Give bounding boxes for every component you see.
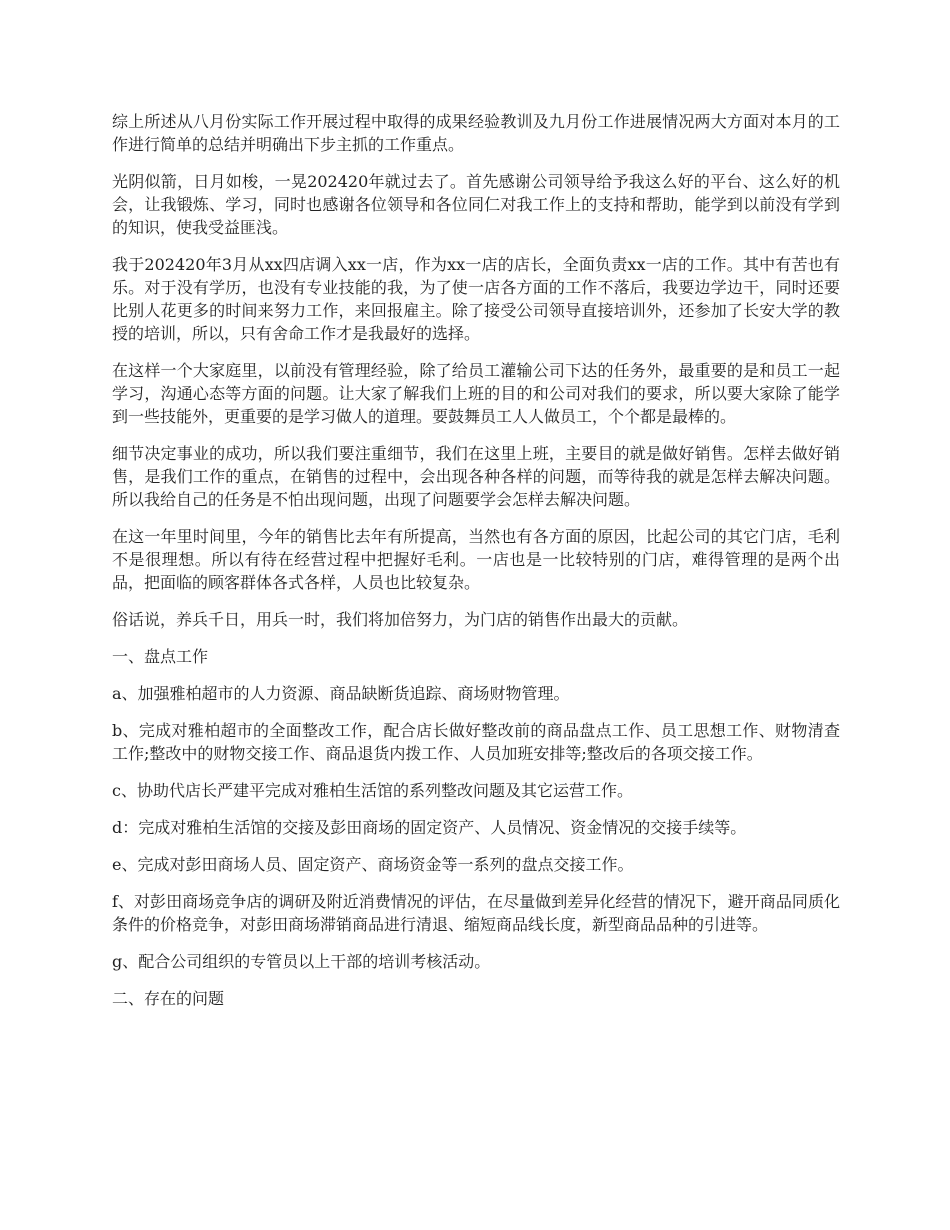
list-item-b: b、完成对雅柏超市的全面整改工作，配合店长做好整改前的商品盘点工作、员工思想工作、财物清查工作;整改中的财物交接工作、商品退货内拨工作、人员加班安排等;整改后的各项交接工作。 — [112, 721, 840, 763]
section-heading-problems: 二、存在的问题 — [112, 989, 225, 1008]
paragraph-proverb: 俗话说，养兵千日，用兵一时，我们将加倍努力，为门店的销售作出最大的贡献。 — [112, 610, 689, 629]
paragraph-transfer: 我于202420年3月从xx四店调入xx一店，作为xx一店的店长，全面负责xx一店的工作。其中有苦也有乐。对于没有学历，也没有专业技能的我，为了使一店各方面的工作不落后，我要边学边干，同时还要比别人花更多的时间来努力工作，来回报雇主。除了接受公司领导直接培训外，还参加了长安大学的教授的培训，所以，只有舍命工作才是我最好的选择。 — [112, 255, 840, 343]
list-item-a: a、加强雅柏超市的人力资源、商品缺断货追踪、商场财物管理。 — [112, 684, 570, 703]
paragraph-details: 细节决定事业的成功，所以我们要注重细节，我们在这里上班，主要目的就是做好销售。怎样去做好销售，是我们工作的重点，在销售的过程中，会出现各种各样的问题，而等待我的就是怎样去解决问题。所以我给自己的任务是不怕出现问题，出现了问题要学会怎样去解决问题。 — [112, 444, 840, 509]
paragraph-summary: 综上所述从八月份实际工作开展过程中取得的成果经验教训及九月份工作进展情况两大方面对本月的工作进行简单的总结并明确出下步主抓的工作重点。 — [112, 112, 840, 154]
list-item-c: c、协助代店长严建平完成对雅柏生活馆的系列整改问题及其它运营工作。 — [112, 781, 633, 800]
document-page — [112, 110, 840, 1024]
list-item-g: g、配合公司组织的专管员以上干部的培训考核活动。 — [112, 952, 491, 971]
section-heading-inventory: 一、盘点工作 — [112, 647, 209, 666]
list-item-e: e、完成对彭田商场人员、固定资产、商场资金等一系列的盘点交接工作。 — [112, 855, 634, 874]
paragraph-sales: 在这一年里时间里，今年的销售比去年有所提高，当然也有各方面的原因，比起公司的其它门店，毛利不是很理想。所以有待在经营过程中把握好毛利。一店也是一比较特别的门店，难得管理的是两个出品，把面临的顾客群体各式各样，人员也比较复杂。 — [112, 527, 840, 592]
list-item-f: f、对彭田商场竞争店的调研及附近消费情况的评估，在尽量做到差异化经营的情况下，避开商品同质化条件的价格竞争，对彭田商场滞销商品进行清退、缩短商品线长度，新型商品品种的引进等。 — [112, 892, 840, 934]
list-item-d: d：完成对雅柏生活馆的交接及彭田商场的固定资产、人员情况、资金情况的交接手续等。 — [112, 818, 747, 837]
paragraph-gratitude: 光阴似箭，日月如梭，一晃202420年就过去了。首先感谢公司领导给予我这么好的平台、这么好的机会，让我锻炼、学习，同时也感谢各位领导和各位同仁对我工作上的支持和帮助，能学到以前没有学到的知识，使我受益匪浅。 — [112, 172, 840, 237]
paragraph-team: 在这样一个大家庭里，以前没有管理经验，除了给员工灌输公司下达的任务外，最重要的是和员工一起学习，沟通心态等方面的问题。让大家了解我们上班的目的和公司对我们的要求，所以要大家除了能学到一些技能外，更重要的是学习做人的道理。要鼓舞员工人人做员工，个个都是最棒的。 — [112, 361, 840, 426]
